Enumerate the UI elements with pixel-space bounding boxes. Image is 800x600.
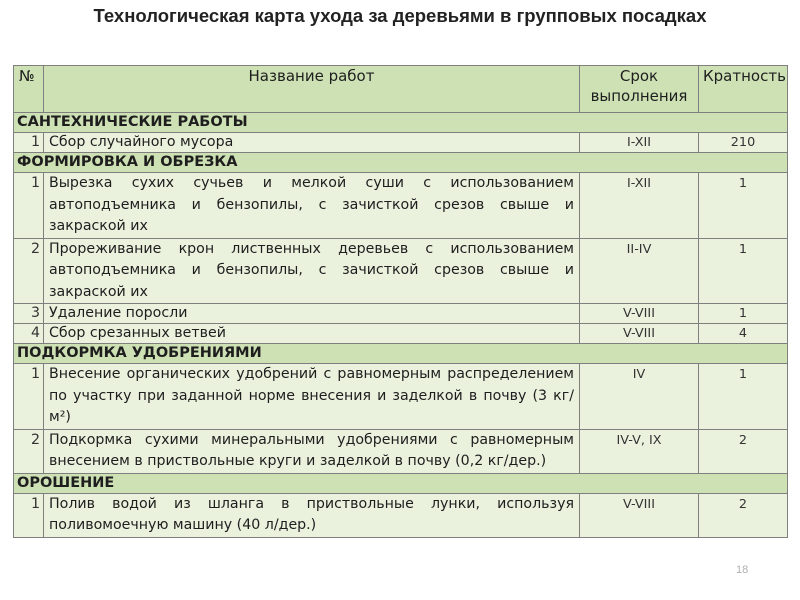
section-row (14, 344, 788, 364)
row-name: Прореживание крон лиственных деревьев с использованием автоподъемника и бензопилы, с зачисткой срезов свыше и закраской их (44, 238, 580, 304)
header-num: № (14, 66, 44, 113)
row-name: Полив водой из шланга в приствольные лунки, используя поливомоечную машину (40 л/дер.) (44, 493, 580, 537)
row-term: I-XII (580, 133, 699, 153)
section-row (14, 113, 788, 133)
table-row (14, 304, 788, 324)
row-freq: 1 (699, 238, 788, 304)
page-title: Технологическая карта ухода за деревьями в групповых посадках (93, 5, 707, 26)
section-title: ФОРМИРОВКА И ОБРЕЗКА (14, 153, 788, 173)
header-term: Срок выполнения (580, 66, 699, 113)
header-name: Название работ (44, 66, 580, 113)
row-freq: 2 (699, 429, 788, 473)
row-num: 3 (14, 304, 44, 324)
row-name: Сбор случайного мусора (44, 133, 580, 153)
row-name: Cбор срезанных ветвей (44, 324, 580, 344)
table-row (14, 364, 788, 430)
row-num: 1 (14, 133, 44, 153)
table-row (14, 238, 788, 304)
table-header-row (14, 66, 788, 113)
table-row (14, 133, 788, 153)
section-row (14, 473, 788, 493)
row-num: 2 (14, 429, 44, 473)
row-term: V-VIII (580, 493, 699, 537)
row-num: 4 (14, 324, 44, 344)
section-title: ОРОШЕНИЕ (14, 473, 788, 493)
row-term: II-IV (580, 238, 699, 304)
row-num: 2 (14, 238, 44, 304)
table-row (14, 493, 788, 537)
page-number: 18 (736, 564, 749, 576)
table-row (14, 429, 788, 473)
care-table (13, 65, 788, 538)
row-num: 1 (14, 493, 44, 537)
row-term: V-VIII (580, 304, 699, 324)
row-term: IV (580, 364, 699, 430)
row-term: I-XII (580, 173, 699, 239)
row-name: Вырезка сухих сучьев и мелкой суши с использованием автоподъемника и бензопилы, с зачисткой срезов свыше и закраской их (44, 173, 580, 239)
row-freq: 2 (699, 493, 788, 537)
row-freq: 1 (699, 304, 788, 324)
row-name: Подкормка сухими минеральными удобрениями с равномерным внесением в приствольные круги и заделкой в почву (0,2 кг/дер.) (44, 429, 580, 473)
row-name: Внесение органических удобрений с равномерным распределением по участку при заданной норме внесения и заделкой в почву (3 кг/м²) (44, 364, 580, 430)
row-num: 1 (14, 173, 44, 239)
header-freq: Кратность (699, 66, 788, 113)
row-term: V-VIII (580, 324, 699, 344)
row-name: Удаление поросли (44, 304, 580, 324)
row-freq: 1 (699, 364, 788, 430)
row-freq: 210 (699, 133, 788, 153)
table-row (14, 173, 788, 239)
row-num: 1 (14, 364, 44, 430)
table-row (14, 324, 788, 344)
section-title: САНТЕХНИЧЕСКИЕ РАБОТЫ (14, 113, 788, 133)
row-term: IV-V, IX (580, 429, 699, 473)
row-freq: 4 (699, 324, 788, 344)
section-title: ПОДКОРМКА УДОБРЕНИЯМИ (14, 344, 788, 364)
section-row (14, 153, 788, 173)
row-freq: 1 (699, 173, 788, 239)
